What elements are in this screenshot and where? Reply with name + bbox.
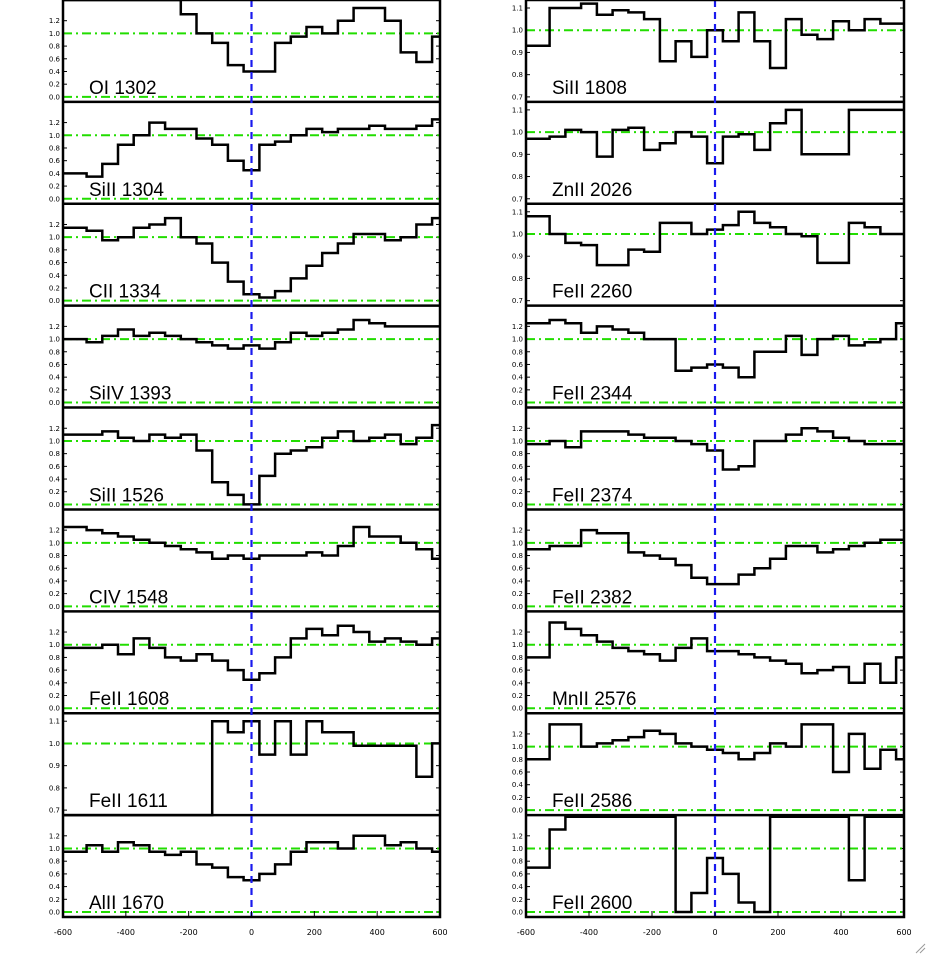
ytick-label: 0.4 (511, 373, 523, 382)
ytick-label: 0.8 (511, 173, 523, 182)
ytick-label: 0.8 (48, 246, 60, 255)
panel-feii-2382 (512, 527, 904, 612)
panel-feii-2260 (512, 208, 904, 305)
ytick-label: 1.0 (511, 335, 523, 344)
ytick-label: 0.6 (48, 55, 60, 64)
panel-alii-1670 (49, 832, 440, 916)
xtick-label: -600 (53, 928, 73, 937)
ytick-label: 1.1 (48, 717, 60, 726)
panel-label: SiII 1526 (89, 485, 164, 507)
ytick-label: 0.2 (48, 488, 60, 497)
xtick-label: 600 (432, 928, 448, 937)
ytick-label: 0.4 (48, 475, 60, 484)
ytick-label: 0.8 (511, 348, 523, 357)
ytick-label: 0.2 (48, 692, 60, 701)
ytick-label: 0.2 (511, 692, 523, 701)
ytick-label: 1.2 (48, 322, 60, 331)
ytick-label: 1.0 (48, 845, 60, 854)
ytick-label: 0.0 (48, 297, 60, 306)
ytick-label: 0.2 (511, 386, 523, 395)
column-right (512, 0, 912, 937)
ytick-label: 0.6 (511, 666, 523, 675)
xtick-label: -200 (179, 928, 198, 937)
xtick-label: 0 (248, 928, 255, 937)
panel-oi-1302 (49, 0, 440, 102)
ytick-label: 1.2 (511, 526, 523, 535)
panel-label: FeII 2382 (552, 587, 633, 609)
ytick-label: 1.0 (48, 437, 60, 446)
ytick-label: 0.2 (511, 895, 523, 904)
ytick-label: 1.0 (511, 128, 523, 137)
ytick-label: 0.8 (48, 653, 60, 662)
panel-feii-2586 (512, 724, 904, 815)
ytick-label: 1.2 (48, 628, 60, 637)
ytick-label: 0.8 (48, 450, 60, 459)
ytick-label: 1.0 (511, 743, 523, 752)
ytick-label: 1.1 (511, 208, 523, 217)
ytick-label: 0.6 (48, 157, 60, 166)
ytick-label: 0.6 (48, 259, 60, 268)
ytick-label: 0.4 (48, 271, 60, 280)
ytick-label: 0.7 (48, 806, 60, 815)
ytick-label: 1.2 (48, 17, 60, 26)
xtick-label: 600 (896, 928, 912, 937)
ytick-label: 0.4 (48, 169, 60, 178)
ytick-label: 1.2 (48, 424, 60, 433)
ytick-label: 0.4 (48, 67, 60, 76)
ytick-label: 1.2 (48, 119, 60, 128)
column-left (49, 0, 448, 937)
ytick-label: 0.2 (511, 590, 523, 599)
panel-label: FeII 1611 (89, 791, 168, 813)
xtick-label: -400 (579, 928, 599, 937)
ytick-label: 1.2 (48, 526, 60, 535)
xtick-label: 0 (712, 928, 718, 937)
ytick-label: 0.0 (511, 704, 523, 713)
ytick-label: 1.0 (511, 437, 523, 446)
ytick-label: 0.8 (48, 784, 60, 793)
ytick-label: 1.0 (48, 539, 60, 548)
ytick-label: 0.0 (48, 704, 60, 713)
ytick-label: 0.4 (511, 577, 523, 586)
ytick-label: 0.6 (48, 360, 60, 369)
ytick-label: 1.2 (48, 220, 60, 229)
ytick-label: 0.9 (511, 150, 523, 159)
ytick-label: 1.1 (511, 4, 523, 13)
ytick-label: 0.0 (511, 399, 523, 408)
ytick-label: 0.6 (511, 870, 523, 879)
ytick-label: 0.6 (48, 462, 60, 471)
ytick-label: 0.4 (511, 883, 523, 892)
ytick-label: 1.0 (511, 539, 523, 548)
ytick-label: 0.6 (48, 564, 60, 573)
ytick-label: 0.9 (511, 252, 523, 261)
ytick-label: 1.0 (48, 739, 60, 748)
ytick-label: 1.1 (511, 106, 523, 115)
ytick-label: 0.6 (511, 462, 523, 471)
ytick-label: 0.0 (511, 806, 523, 815)
xtick-label: 200 (306, 928, 322, 937)
ytick-label: 0.8 (511, 552, 523, 561)
panel-znii-2026 (512, 106, 904, 203)
ytick-label: 0.9 (48, 762, 60, 771)
panel-feii-1611 (49, 718, 440, 815)
ytick-label: 0.8 (511, 857, 523, 866)
xtick-label: 400 (369, 928, 385, 937)
ytick-label: 0.6 (511, 360, 523, 369)
panel-label: OI 1302 (89, 77, 157, 99)
ytick-label: 0.6 (511, 768, 523, 777)
ytick-label: 0.2 (511, 793, 523, 802)
ytick-label: 1.2 (511, 730, 523, 739)
ytick-label: 0.0 (511, 602, 523, 611)
panel-feii-1608 (49, 626, 440, 714)
ytick-label: 0.8 (48, 857, 60, 866)
ytick-label: 0.4 (48, 373, 60, 382)
ytick-label: 1.0 (48, 335, 60, 344)
ytick-label: 0.8 (511, 274, 523, 283)
panel-label: FeII 2260 (552, 281, 633, 303)
ytick-label: 0.4 (48, 679, 60, 688)
xtick-label: 400 (833, 928, 849, 937)
ytick-label: 0.9 (511, 48, 523, 57)
ytick-label: 0.8 (511, 653, 523, 662)
panel-siiv-1393 (49, 320, 440, 408)
ytick-label: 0.7 (511, 93, 523, 102)
panel-label: MnII 2576 (552, 689, 637, 711)
ytick-label: 0.2 (48, 284, 60, 293)
panel-label: FeII 2600 (552, 893, 633, 914)
panel-label: FeII 2344 (552, 383, 633, 405)
ytick-label: 1.0 (511, 26, 523, 35)
panel-label: SiII 1808 (552, 77, 627, 99)
ytick-label: 0.0 (48, 500, 60, 509)
panel-feii-2344 (512, 320, 904, 408)
ytick-label: 0.2 (48, 895, 60, 904)
panel-label: CII 1334 (89, 281, 161, 303)
ytick-label: 0.8 (511, 450, 523, 459)
panel-siii-1526 (49, 425, 440, 510)
ytick-label: 0.0 (511, 908, 523, 917)
ytick-label: 0.4 (48, 577, 60, 586)
panel-label: ZnII 2026 (552, 179, 633, 201)
xtick-label: 200 (770, 928, 786, 937)
ytick-label: 0.0 (48, 602, 60, 611)
panel-feii-2600 (512, 817, 904, 917)
panel-label: SiIV 1393 (89, 383, 172, 405)
panel-siii-1808 (512, 4, 904, 102)
ytick-label: 1.2 (48, 832, 60, 841)
panel-siii-1304 (49, 119, 440, 204)
ytick-label: 0.4 (511, 475, 523, 484)
ytick-label: 0.0 (511, 500, 523, 509)
ytick-label: 1.0 (511, 641, 523, 650)
ytick-label: 0.4 (48, 883, 60, 892)
ytick-label: 0.2 (48, 386, 60, 395)
ytick-label: 0.2 (48, 590, 60, 599)
ytick-label: 0.4 (511, 781, 523, 790)
panel-cii-1334 (49, 218, 440, 306)
ytick-label: 0.7 (511, 195, 523, 204)
ytick-label: 1.2 (511, 832, 523, 841)
ytick-label: 1.0 (48, 29, 60, 38)
xtick-label: -200 (642, 928, 662, 937)
ytick-label: 0.6 (48, 666, 60, 675)
ytick-label: 0.8 (48, 144, 60, 153)
ytick-label: 0.2 (511, 488, 523, 497)
ytick-label: 0.8 (48, 42, 60, 51)
ytick-label: 1.2 (511, 322, 523, 331)
ytick-label: 1.0 (48, 233, 60, 242)
ytick-label: 1.0 (48, 131, 60, 140)
ytick-label: 0.6 (511, 564, 523, 573)
ytick-label: 0.6 (48, 870, 60, 879)
panel-feii-2374 (512, 425, 904, 510)
panel-label: FeII 2586 (552, 791, 633, 813)
ytick-label: 0.8 (48, 348, 60, 357)
ytick-label: 0.4 (511, 679, 523, 688)
resize-grip-icon[interactable] (914, 942, 926, 954)
ytick-label: 1.0 (511, 845, 523, 854)
xtick-label: -600 (516, 928, 536, 937)
ytick-label: 0.8 (511, 71, 523, 80)
panel-civ-1548 (49, 527, 440, 612)
ytick-label: 1.2 (511, 424, 523, 433)
ytick-label: 0.2 (48, 80, 60, 89)
panel-mnii-2576 (512, 623, 904, 714)
panel-label: AlII 1670 (89, 893, 164, 914)
ytick-label: 0.7 (511, 297, 523, 306)
ytick-label: 1.2 (511, 628, 523, 637)
ytick-label: 0.0 (48, 93, 60, 102)
ytick-label: 1.0 (48, 641, 60, 650)
ytick-label: 0.8 (48, 552, 60, 561)
ytick-label: 0.8 (511, 755, 523, 764)
ytick-label: 0.0 (48, 399, 60, 408)
panel-label: CIV 1548 (89, 587, 169, 609)
panel-label: FeII 2374 (552, 485, 633, 507)
ytick-label: 0.0 (48, 195, 60, 204)
ytick-label: 0.0 (48, 908, 60, 917)
xtick-label: -400 (116, 928, 135, 937)
ytick-label: 1.0 (511, 230, 523, 239)
panel-label: FeII 1608 (89, 689, 170, 711)
panel-label: SiII 1304 (89, 179, 164, 201)
ytick-label: 0.2 (48, 182, 60, 191)
